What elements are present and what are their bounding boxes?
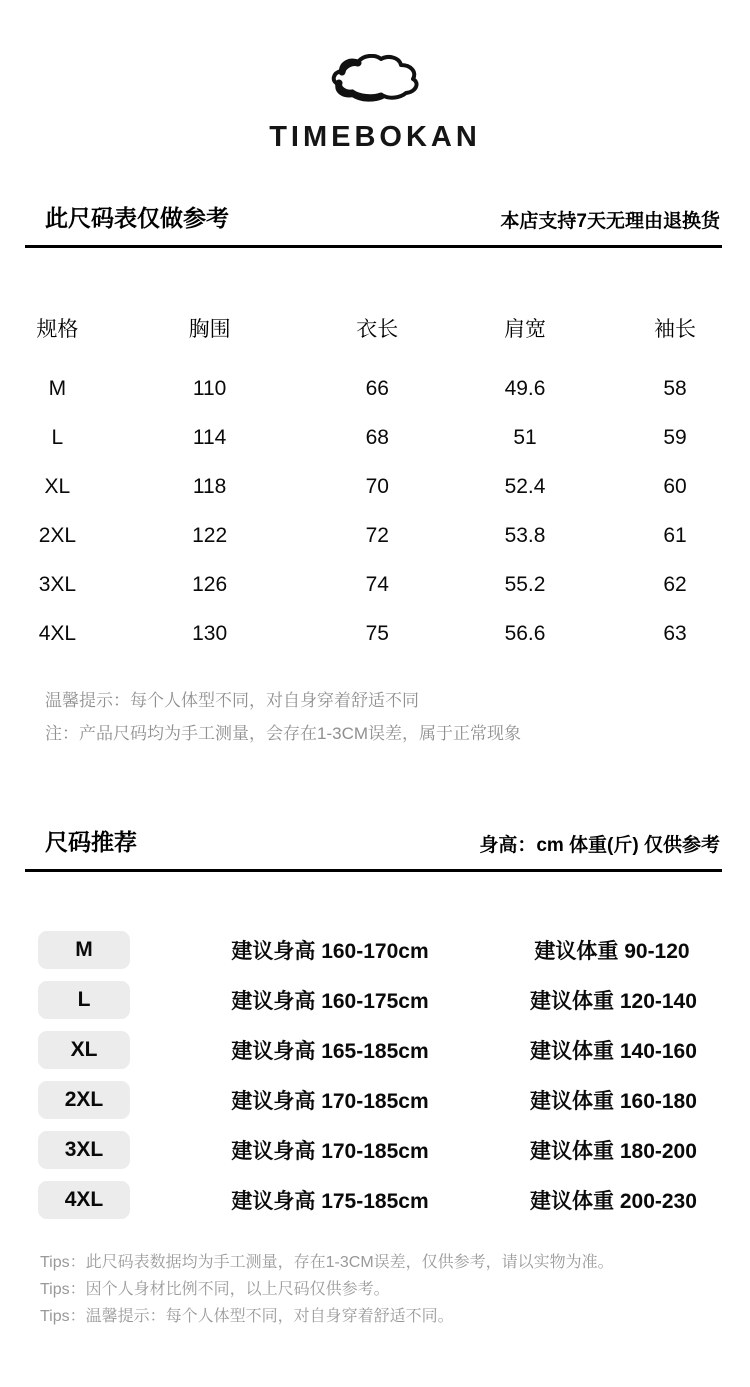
recommendation-table — [0, 925, 750, 1225]
cell-length: 66 — [365, 376, 389, 400]
size-badge: L — [38, 981, 130, 1019]
height-weight-unit-note: 身高：cm 体重(斤) 仅供参考 — [479, 835, 720, 856]
suggested-weight: 建议体重 120-140 — [530, 990, 697, 1013]
tip-line-warm: 温馨提示：每个人体型不同，对自身穿着舒适不同 — [45, 691, 419, 710]
size-table-tips — [45, 684, 705, 750]
size-table — [0, 306, 750, 658]
cell-shoulder: 55.2 — [504, 572, 546, 596]
size-table-row-l — [0, 413, 750, 462]
size-table-row-4xl — [0, 609, 750, 658]
recommendation-title: 尺码推荐 — [45, 829, 137, 855]
cell-chest: 110 — [192, 376, 227, 400]
cell-length: 70 — [365, 474, 389, 498]
size-badge: XL — [38, 1031, 130, 1069]
size-badge: 2XL — [38, 1081, 130, 1119]
suggested-height: 建议身高 170-185cm — [231, 1090, 429, 1113]
cell-length: 68 — [365, 425, 389, 449]
cell-size: 2XL — [38, 523, 77, 547]
size-table-row-m — [0, 364, 750, 413]
tip-line-note: 注：产品尺码均为手工测量，会存在1-3CM误差，属于正常现象 — [45, 724, 522, 743]
recommendation-row-l — [38, 975, 697, 1025]
cell-sleeve: 61 — [663, 523, 687, 547]
size-table-row-3xl — [0, 560, 750, 609]
size-table-section-header — [25, 200, 722, 248]
column-header-length: 衣长 — [356, 318, 399, 341]
size-badge: 4XL — [38, 1181, 130, 1219]
cell-shoulder: 49.6 — [504, 376, 546, 400]
suggested-weight: 建议体重 160-180 — [530, 1090, 697, 1113]
brand-name: TIMEBOKAN — [269, 121, 481, 153]
cell-sleeve: 60 — [663, 474, 687, 498]
size-table-row-2xl — [0, 511, 750, 560]
cell-size: L — [51, 425, 64, 449]
suggested-weight: 建议体重 180-200 — [530, 1140, 697, 1163]
recommendation-row-xl — [38, 1025, 697, 1075]
cell-shoulder: 52.4 — [504, 474, 546, 498]
suggested-weight: 建议体重 140-160 — [530, 1040, 697, 1063]
suggested-weight: 建议体重 90-120 — [534, 940, 690, 963]
size-table-section — [0, 200, 750, 750]
cell-chest: 118 — [192, 474, 227, 498]
column-header-shoulder: 肩宽 — [504, 318, 546, 341]
cell-size: XL — [44, 474, 71, 498]
cell-sleeve: 63 — [663, 621, 687, 645]
suggested-height: 建议身高 160-175cm — [231, 990, 429, 1013]
cloud-icon — [329, 54, 421, 106]
recommendation-tips — [40, 1249, 710, 1330]
cell-sleeve: 62 — [663, 572, 687, 596]
column-header-sleeve: 袖长 — [654, 318, 696, 341]
cell-size: 4XL — [38, 621, 77, 645]
cell-shoulder: 56.6 — [504, 621, 546, 645]
cell-size: M — [48, 376, 67, 400]
cell-sleeve: 59 — [663, 425, 687, 449]
cell-length: 72 — [365, 523, 389, 547]
column-header-chest: 胸围 — [188, 318, 231, 341]
recommendation-row-3xl — [38, 1125, 697, 1175]
suggested-height: 建议身高 170-185cm — [231, 1140, 429, 1163]
cell-shoulder: 51 — [513, 425, 537, 449]
cell-chest: 126 — [192, 572, 228, 596]
cell-sleeve: 58 — [663, 376, 687, 400]
suggested-height: 建议身高 175-185cm — [231, 1190, 429, 1213]
size-badge: M — [38, 931, 130, 969]
size-table-title: 此尺码表仅做参考 — [45, 205, 229, 231]
recommendation-row-4xl — [38, 1175, 697, 1225]
suggested-height: 建议身高 160-170cm — [231, 940, 429, 963]
return-policy-note: 本店支持7天无理由退换货 — [500, 211, 720, 232]
recommendation-section-header — [25, 824, 722, 872]
tip-line-measure: Tips：此尺码表数据均为手工测量，存在1-3CM误差，仅供参考，请以实物为准。 — [40, 1254, 614, 1271]
column-header-spec: 规格 — [36, 318, 79, 341]
size-table-row-xl — [0, 462, 750, 511]
suggested-height: 建议身高 165-185cm — [231, 1040, 429, 1063]
cell-shoulder: 53.8 — [504, 523, 546, 547]
cell-chest: 122 — [192, 523, 228, 547]
size-table-header-row — [0, 306, 750, 350]
recommendation-row-m — [38, 925, 694, 975]
tip-line-proportion: Tips：因个人身材比例不同，以上尺码仅供参考。 — [40, 1281, 390, 1298]
recommendation-row-2xl — [38, 1075, 697, 1125]
brand-header — [0, 0, 750, 154]
cell-length: 75 — [365, 621, 389, 645]
cell-chest: 114 — [192, 425, 227, 449]
size-recommendation-section — [0, 824, 750, 1330]
cell-length: 74 — [365, 572, 389, 596]
tip-line-comfort: Tips：温馨提示：每个人体型不同，对自身穿着舒适不同。 — [40, 1308, 454, 1325]
cell-chest: 130 — [192, 621, 228, 645]
cell-size: 3XL — [38, 572, 77, 596]
size-badge: 3XL — [38, 1131, 130, 1169]
suggested-weight: 建议体重 200-230 — [530, 1190, 697, 1213]
